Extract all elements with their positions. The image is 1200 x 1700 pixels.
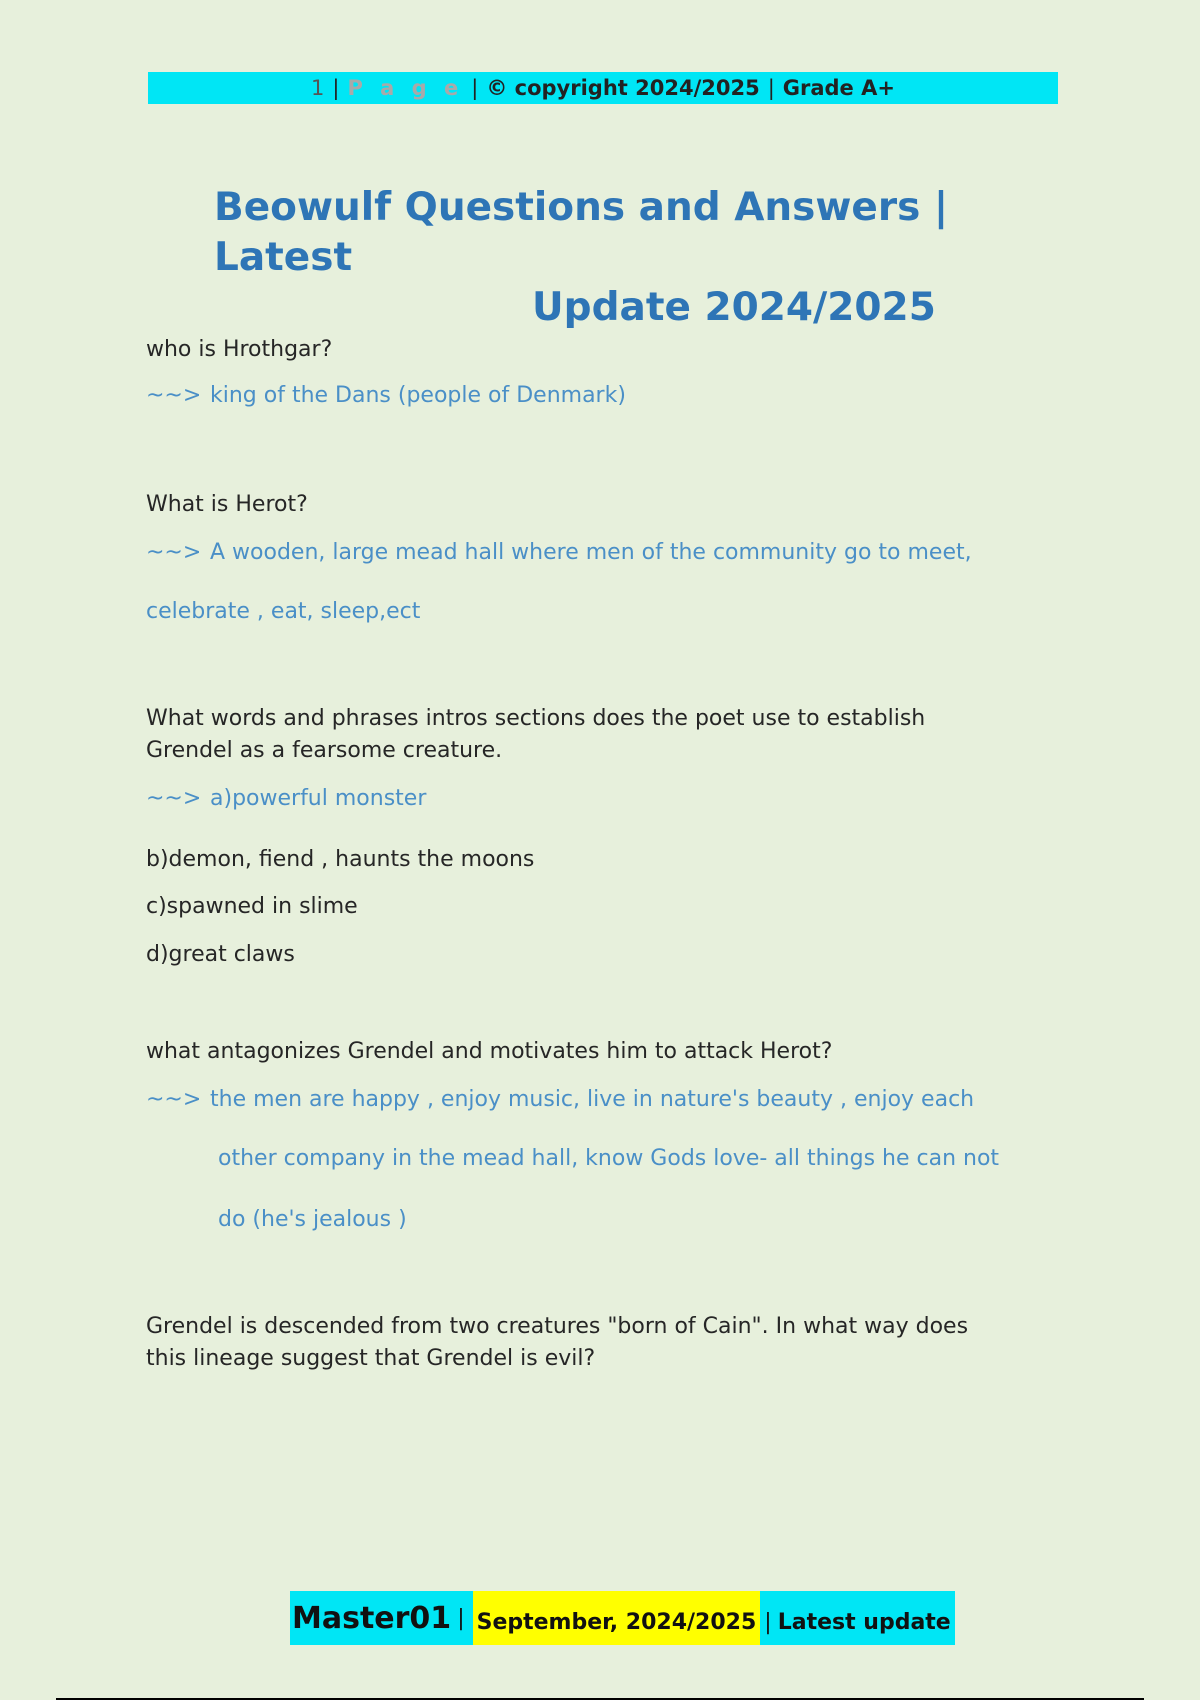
answer-arrow: ~~>	[146, 1087, 202, 1112]
page-footer	[290, 1591, 955, 1645]
answer-3-text: a)powerful monster	[210, 786, 427, 811]
title-line-2: Update 2024/2025	[532, 285, 936, 330]
question-1: who is Hrothgar?	[146, 337, 333, 362]
page-header-band	[148, 72, 1058, 104]
answer-2-continued: celebrate , eat, sleep,ect	[146, 599, 421, 624]
question-3-line-1: What words and phrases intros sections does the poet use to establish	[146, 706, 926, 731]
answer-3-item-d: d)great claws	[146, 942, 295, 967]
question-2: What is Herot?	[146, 492, 308, 517]
header-separator: |	[471, 76, 479, 100]
answer-4	[146, 1084, 1106, 1116]
answer-2-text: A wooden, large mead hall where men of the community go to meet,	[210, 540, 972, 565]
grade-text: Grade A+	[782, 76, 895, 100]
footer-note: Latest update	[777, 1609, 951, 1635]
footer-date-segment	[473, 1591, 761, 1645]
answer-arrow: ~~>	[146, 383, 202, 408]
footer-date: September, 2024/2025	[476, 1609, 757, 1635]
answer-1	[146, 380, 1106, 412]
answer-4-text: the men are happy , enjoy music, live in nature's beauty , enjoy each	[210, 1087, 975, 1112]
footer-separator: |	[764, 1609, 772, 1635]
answer-3-item-c: c)spawned in slime	[146, 894, 358, 919]
question-5-line-2: this lineage suggest that Grendel is evil?	[146, 1346, 596, 1371]
copyright-text: © copyright 2024/2025	[486, 76, 760, 100]
answer-2	[146, 537, 1106, 569]
page-number: 1	[311, 76, 325, 100]
footer-separator: |	[457, 1605, 465, 1631]
answer-arrow: ~~>	[146, 540, 202, 565]
answer-arrow: ~~>	[146, 786, 202, 811]
footer-note-segment	[760, 1591, 954, 1645]
answer-4-continued-2: do (he's jealous )	[218, 1207, 407, 1232]
footer-author-segment	[290, 1591, 473, 1645]
answer-3	[146, 783, 1106, 815]
header-separator: |	[332, 76, 340, 100]
title-line-1: Beowulf Questions and Answers | Latest	[214, 185, 949, 280]
question-3-line-2: Grendel as a fearsome creature.	[146, 738, 503, 763]
footer-author: Master01	[292, 1600, 452, 1636]
answer-4-continued: other company in the mead hall, know Gods love- all things he can not	[218, 1146, 1000, 1171]
page-word: P a g e	[347, 76, 464, 100]
answer-3-item-b: b)demon, fiend , haunts the moons	[146, 847, 535, 872]
question-4: what antagonizes Grendel and motivates him to attack Herot?	[146, 1039, 833, 1064]
header-separator: |	[767, 76, 775, 100]
document-title	[200, 183, 1000, 333]
question-5-line-1: Grendel is descended from two creatures "born of Cain". In what way does	[146, 1314, 969, 1339]
answer-1-text: king of the Dans (people of Denmark)	[210, 383, 626, 408]
